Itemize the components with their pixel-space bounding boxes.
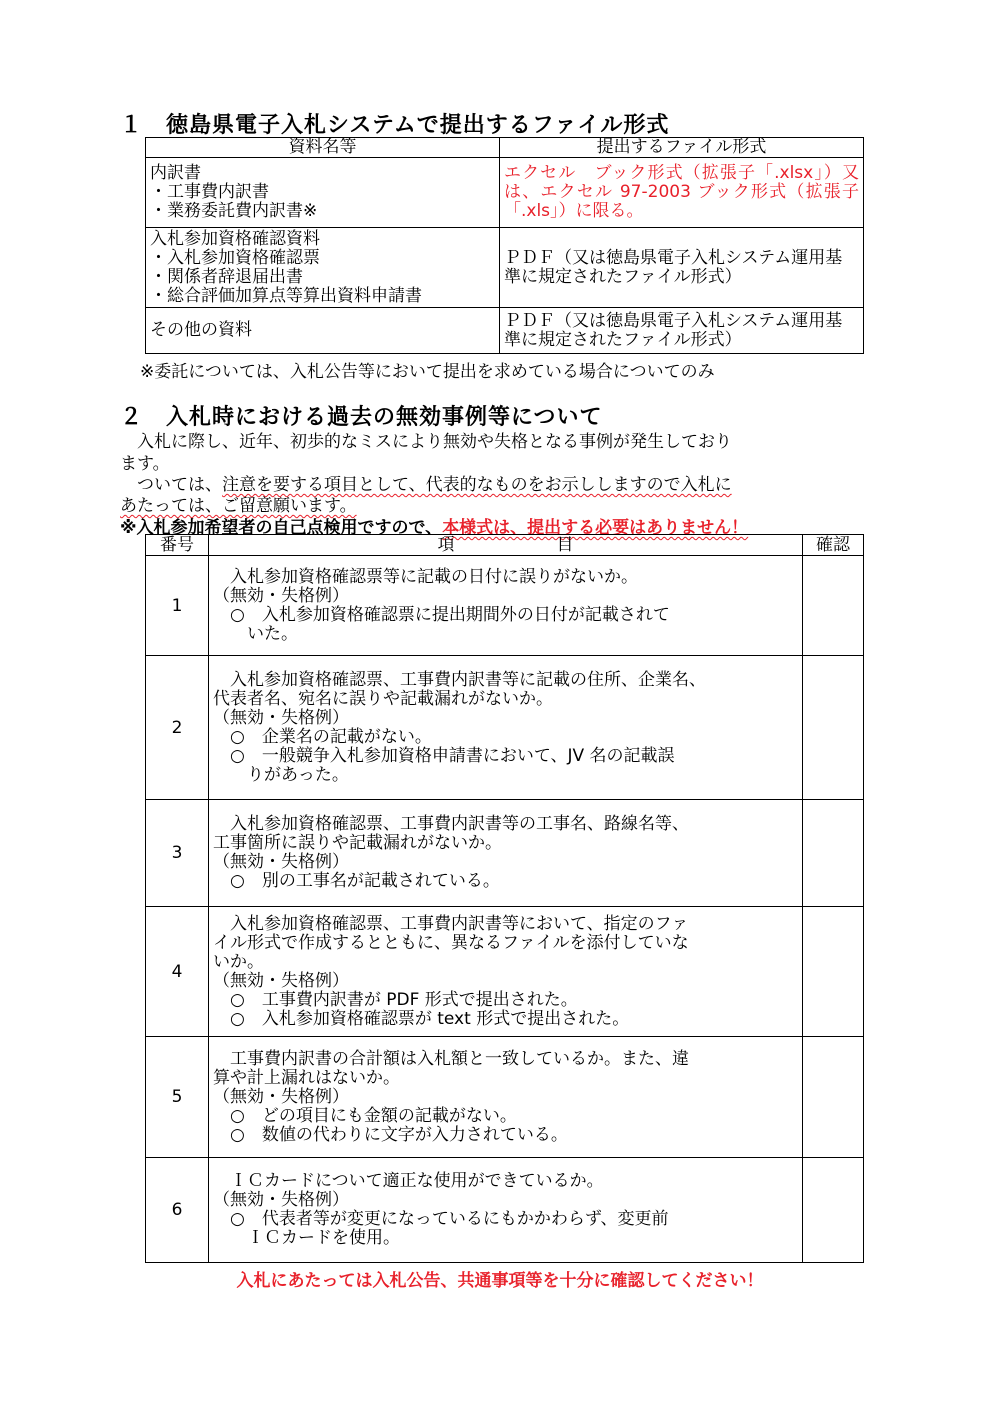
format-cell: ＰＤＦ（又は徳島県電子入札システム運用基準に規定されたファイル形式）: [500, 308, 864, 354]
table-row: [146, 907, 864, 1037]
check-box[interactable]: [803, 907, 864, 1037]
check-box[interactable]: [803, 556, 864, 656]
table-row: [146, 1037, 864, 1158]
table-row: [146, 1158, 864, 1263]
column-header-format: 提出するファイル形式: [500, 138, 864, 158]
section2-heading: ２ 入札時における過去の無効事例等について: [120, 405, 603, 430]
notice-lead: ついては、: [120, 475, 222, 495]
item-text: 入札参加資格確認票等に記載の日付に誤りがないか。 （無効・失格例） ○ 入札参加資格確認票に提出期間外の日付が記載されて いた。: [209, 556, 803, 656]
section1-heading: １ 徳島県電子入札システムで提出するファイル形式: [120, 113, 670, 138]
item-number: 6: [146, 1158, 209, 1263]
format-cell: ＰＤＦ（又は徳島県電子入札システム運用基準に規定されたファイル形式）: [500, 228, 864, 308]
check-box[interactable]: [803, 1037, 864, 1158]
intro-paragraph-line: ます。: [120, 454, 170, 474]
item-text: ＩＣカードについて適正な使用ができているか。 （無効・失格例） ○ 代表者等が変更になっているにもかかわらず、変更前 ＩＣカードを使用。: [209, 1158, 803, 1263]
notice-emphasis: 注意を要する項目として、代表的なものをお示ししますので入札に: [222, 475, 732, 495]
format-cell: エクセル ブック形式（拡張子「.xlsx」）又は、エクセル 97-2003 ブック形式（拡張子「.xls」）に限る。: [500, 158, 864, 228]
notice-emphasis: あたっては、ご留意願います。: [120, 496, 357, 516]
item-text: 入札参加資格確認票、工事費内訳書等に記載の住所、企業名、 代表者名、宛名に誤りや記載漏れがないか。 （無効・失格例） ○ 企業名の記載がない。 ○ 一般競争入札参加資格申請書において、JV 名の記載誤 りがあった。: [209, 656, 803, 800]
table-row: [146, 308, 864, 354]
item-number: 4: [146, 907, 209, 1037]
table-row: [146, 228, 864, 308]
column-header-item: 項 目: [209, 535, 803, 556]
footer-warning: 入札にあたっては入札公告、共通事項等を十分に確認してください！: [236, 1271, 764, 1291]
document-cell: 内訳書 ・工事費内訳書 ・業務委託費内訳書※: [146, 158, 500, 228]
table-row: [146, 800, 864, 907]
document-cell: 入札参加資格確認資料 ・入札参加資格確認票 ・関係者辞退届出書 ・総合評価加算点等算出資料申請書: [146, 228, 500, 308]
document-cell: その他の資料: [146, 308, 500, 354]
table-header-row: [146, 535, 864, 556]
item-number: 3: [146, 800, 209, 907]
item-number: 2: [146, 656, 209, 800]
self-check-note-lead: ※入札参加希望者の自己点検用ですので、: [120, 518, 443, 538]
item-text: 工事費内訳書の合計額は入札額と一致しているか。また、違 算や計上漏れはないか。 （無効・失格例） ○ どの項目にも金額の記載がない。 ○ 数値の代わりに文字が入力されている。: [209, 1037, 803, 1158]
table-row: [146, 556, 864, 656]
item-text: 入札参加資格確認票、工事費内訳書等において、指定のファ イル形式で作成するとともに、異なるファイルを添付していな いか。 （無効・失格例） ○ 工事費内訳書が PDF 形式で提出された。 ○ 入札参加資格確認票が text 形式で提出された。: [209, 907, 803, 1037]
item-number: 1: [146, 556, 209, 656]
check-box[interactable]: [803, 800, 864, 907]
column-header-check: 確認: [803, 535, 864, 556]
file-format-table: [145, 137, 864, 354]
check-box[interactable]: [803, 1158, 864, 1263]
table-row: [146, 158, 864, 228]
intro-paragraph-line: 入札に際し、近年、初歩的なミスにより無効や失格となる事例が発生しており: [120, 432, 732, 452]
checklist-table: [145, 534, 864, 1263]
table-header-row: [146, 138, 864, 158]
check-box[interactable]: [803, 656, 864, 800]
no-submission-warning: 本様式は、提出する必要はありません！: [442, 518, 749, 538]
column-header-number: 番号: [146, 535, 209, 556]
column-header-document: 資料名等: [146, 138, 500, 158]
item-number: 5: [146, 1037, 209, 1158]
footnote: ※委託については、入札公告等において提出を求めている場合についてのみ: [140, 362, 715, 382]
table-row: [146, 656, 864, 800]
item-text: 入札参加資格確認票、工事費内訳書等の工事名、路線名等、 工事箇所に誤りや記載漏れがないか。 （無効・失格例） ○ 別の工事名が記載されている。: [209, 800, 803, 907]
